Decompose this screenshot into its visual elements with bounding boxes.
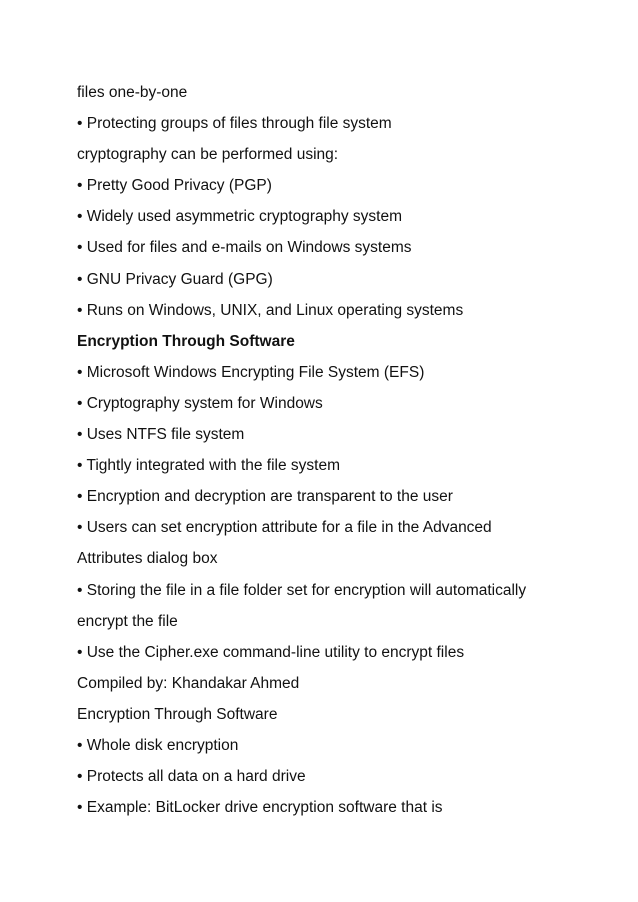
text-line: • Used for files and e-mails on Windows systems <box>77 239 412 257</box>
text-line: • Protects all data on a hard drive <box>77 768 306 786</box>
text-line: • Pretty Good Privacy (PGP) <box>77 177 272 195</box>
text-line: Attributes dialog box <box>77 550 218 568</box>
text-line: • Runs on Windows, UNIX, and Linux operating systems <box>77 301 464 319</box>
text-line: • GNU Privacy Guard (GPG) <box>77 270 273 288</box>
section-heading: Encryption Through Software <box>77 332 295 350</box>
text-line: Compiled by: Khandakar Ahmed <box>77 674 300 692</box>
text-line: • Storing the file in a file folder set for encryption will automatically <box>77 581 527 599</box>
text-line: • Use the Cipher.exe command-line utility to encrypt files <box>77 643 465 661</box>
text-line: • Example: BitLocker drive encryption software that is <box>77 799 443 817</box>
text-line: • Cryptography system for Windows <box>77 394 323 412</box>
document-text-body <box>77 77 597 823</box>
text-line: • Encryption and decryption are transparent to the user <box>77 488 453 506</box>
text-line: • Widely used asymmetric cryptography system <box>77 208 402 226</box>
text-line: • Users can set encryption attribute for a file in the Advanced <box>77 519 492 537</box>
text-line: • Microsoft Windows Encrypting File System (EFS) <box>77 363 425 381</box>
text-line: encrypt the file <box>77 612 178 630</box>
text-line: files one-by-one <box>77 84 188 101</box>
text-line: • Tightly integrated with the file system <box>77 457 341 475</box>
text-line: • Protecting groups of files through file system <box>77 115 392 133</box>
text-line: • Uses NTFS file system <box>77 426 245 444</box>
text-line: • Whole disk encryption <box>77 736 239 754</box>
text-line: Encryption Through Software <box>77 705 278 723</box>
text-line: cryptography can be performed using: <box>77 146 339 164</box>
